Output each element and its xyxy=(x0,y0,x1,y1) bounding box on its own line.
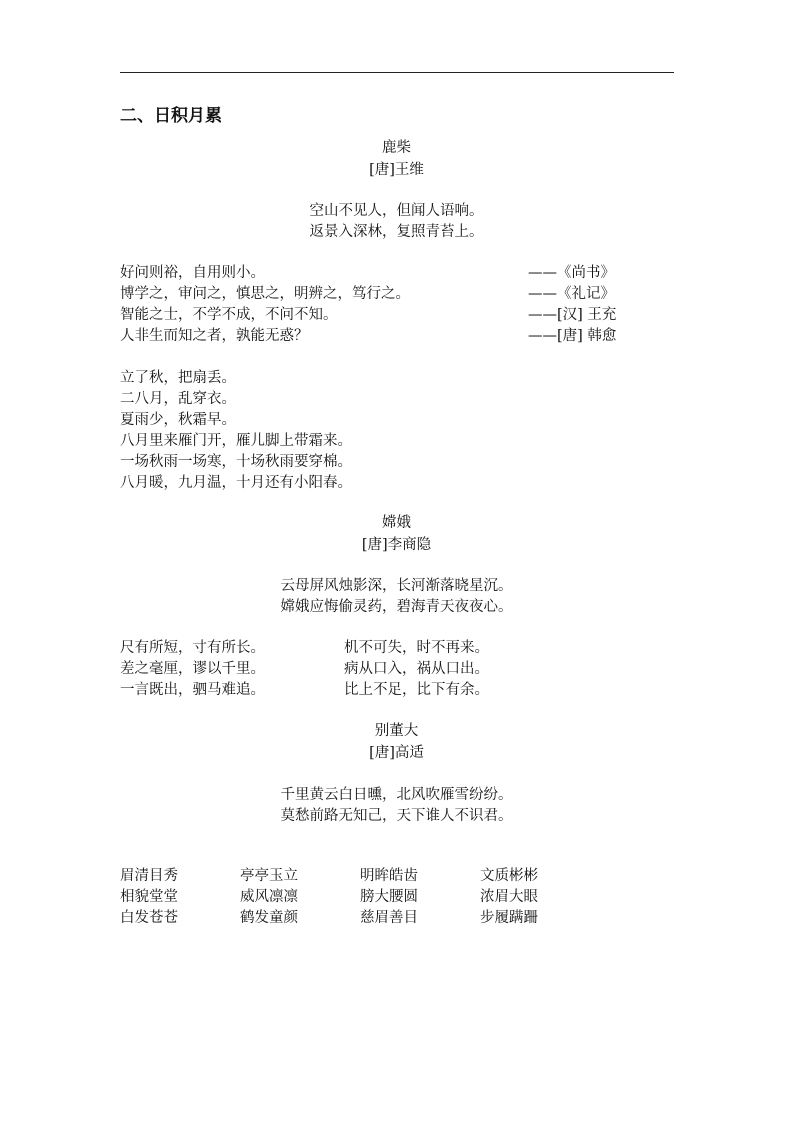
quote-source: ——《尚书》 xyxy=(528,265,615,281)
proverb-line: 一场秋雨一场寒，十场秋雨要穿棉。 xyxy=(120,454,352,470)
idiom: 慈眉善目 xyxy=(360,910,418,926)
poem-line: 返景入深林，复照青苔上。 xyxy=(309,224,484,240)
proverb-line: 八月里来雁门开，雁儿脚上带霜来。 xyxy=(120,433,352,449)
quote-text: 博学之，审问之，慎思之，明辨之，笃行之。 xyxy=(120,286,410,302)
saying-left: 差之毫厘，谬以千里。 xyxy=(120,661,265,677)
poem-line: 嫦娥应悔偷灵药，碧海青天夜夜心。 xyxy=(280,599,513,615)
idiom: 眉清目秀 xyxy=(120,868,178,884)
proverb-line: 夏雨少，秋霜早。 xyxy=(120,412,236,428)
poem-author: [唐]李商隐 xyxy=(361,537,432,553)
quote-text: 智能之士，不学不成，不问不知。 xyxy=(120,307,338,323)
quote-text: 好问则裕，自用则小。 xyxy=(120,265,265,281)
saying-right: 比上不足，比下有余。 xyxy=(344,682,489,698)
idiom: 白发苍苍 xyxy=(120,910,178,926)
proverb-line: 二八月，乱穿衣。 xyxy=(120,391,236,407)
poem-title: 嫦娥 xyxy=(382,515,411,531)
section-heading: 二、日积月累 xyxy=(120,106,222,126)
idiom: 文质彬彬 xyxy=(480,868,538,884)
idiom: 亭亭玉立 xyxy=(240,868,298,884)
poem-line: 空山不见人，但闻人语响。 xyxy=(309,203,484,219)
header-rule xyxy=(120,72,674,73)
quote-text: 人非生而知之者，孰能无惑？ xyxy=(120,328,309,344)
idiom: 威风凛凛 xyxy=(240,889,298,905)
poem-line: 莫愁前路无知己，天下谁人不识君。 xyxy=(280,808,513,824)
poem-author: [唐]高适 xyxy=(369,745,424,761)
idiom: 膀大腰圆 xyxy=(360,889,418,905)
quote-source: ——[汉] 王充 xyxy=(528,307,617,323)
saying-right: 机不可失，时不再来。 xyxy=(344,640,489,656)
idiom: 浓眉大眼 xyxy=(480,889,538,905)
idiom: 鹤发童颜 xyxy=(240,910,298,926)
quote-source: ——[唐] 韩愈 xyxy=(528,328,617,344)
saying-left: 一言既出，驷马难追。 xyxy=(120,682,265,698)
saying-left: 尺有所短，寸有所长。 xyxy=(120,640,265,656)
proverb-line: 立了秋，把扇丢。 xyxy=(120,370,236,386)
saying-right: 病从口入，祸从口出。 xyxy=(344,661,489,677)
poem-line: 云母屏风烛影深，长河渐落晓星沉。 xyxy=(280,578,513,594)
quote-source: ——《礼记》 xyxy=(528,286,615,302)
idiom: 相貌堂堂 xyxy=(120,889,178,905)
idiom: 步履蹒跚 xyxy=(480,910,538,926)
poem-author: [唐]王维 xyxy=(369,162,424,178)
poem-title: 鹿柴 xyxy=(382,140,411,156)
idiom: 明眸皓齿 xyxy=(360,868,418,884)
poem-title: 别董大 xyxy=(374,723,419,739)
poem-line: 千里黄云白日曛，北风吹雁雪纷纷。 xyxy=(280,787,513,803)
proverb-line: 八月暖，九月温，十月还有小阳春。 xyxy=(120,475,352,491)
